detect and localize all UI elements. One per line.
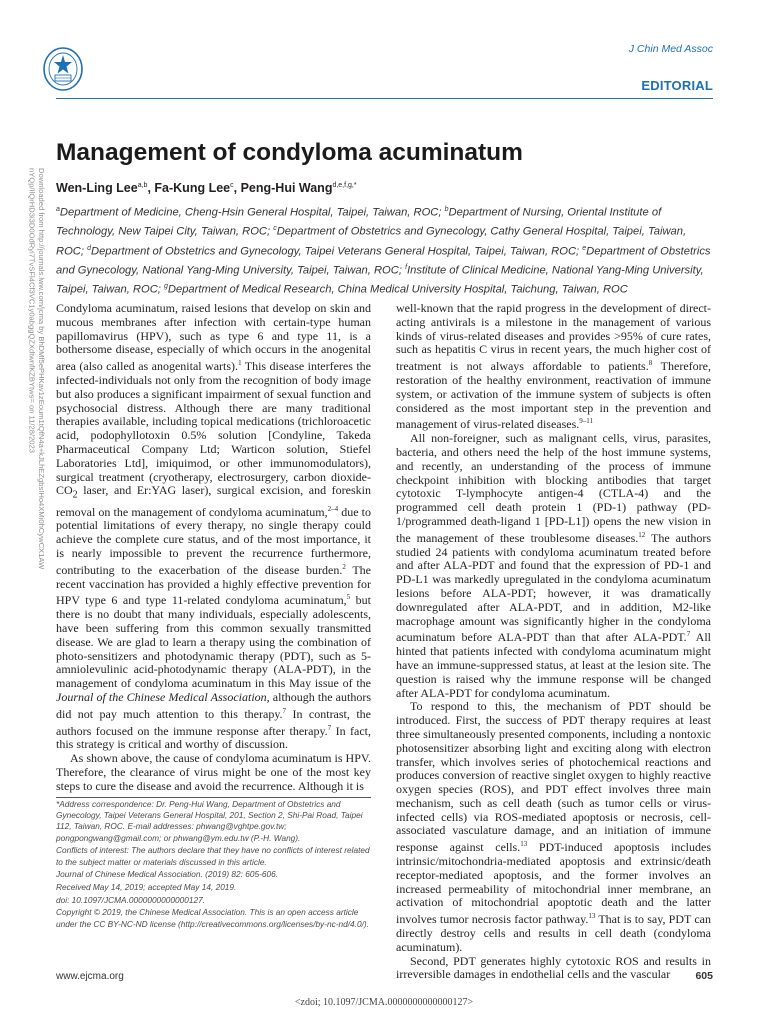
- page-number: 605: [695, 970, 713, 982]
- bottom-doi: <zdoi; 10.1097/JCMA.0000000000000127>: [294, 997, 474, 1008]
- body-text: but there is no doubt that many individuals, especially adolescents, have been suffering from this common sexually transmitted disease. We are glad to learn a therapy using the combination of photo-sensitizers and photodynamic therapy (PDT), such as 5-amniolevulinic acid-photodynamic therapy (ALA-PDT), in the management of condyloma acuminatum in this May issue of the: [56, 593, 371, 691]
- body-text: All hinted that patients infected with condyloma acuminatum might have an immune-suppressed status, at least at the lesion site. The question is raised why the immune response will be changed after ALA-PDT for condyloma acuminatum.: [396, 630, 712, 700]
- affiliation-text: Institute of Clinical Medicine, National Yang-Ming University, Taipei, Taiwan, ROC;: [56, 264, 704, 297]
- affiliation-text: Department of Obstetrics and Gynecology, National Yang-Ming University, Taipei, Taiwan, ROC;: [56, 245, 711, 277]
- watermark-line: nYQp/IlQrHD3i3D0OdRyi7TvSFl4Cf3VC1y0abggQZXdtwnfKZBYtws= on 11/28/2023: [27, 168, 37, 453]
- citation-ref: 13: [520, 840, 528, 849]
- affiliation-text: Department of Nursing, Oriental Institute of Technology, New Taipei City, Taiwan, ROC;: [56, 206, 662, 239]
- body-text: In contrast, the authors focused on the immune response after therapy.: [56, 706, 371, 738]
- correspondence-note: *Address correspondence: Dr. Peng-Hui Wang, Department of Obstetrics and Gynecology, Taipei Veterans General Hospital, 201, Section 2, Shi-Pai Road, Taipei 112, Taiwan, ROC. E-mail addresses: phwang@vghtpe.gov.tw; pongpongwang@gmail.com; or phwang@ym.edu.tw (P.-H. Wang).: [56, 799, 363, 843]
- citation-ref: 5: [346, 593, 351, 602]
- copyright-note: Copyright © 2019, the Chinese Medical Association. This is an open access article under the CC BY-NC-ND license (http://creativecommons.org/licenses/by-nc-nd/4.0/).: [56, 907, 369, 929]
- author-name: Peng-Hui Wang: [240, 181, 333, 195]
- affiliation-mark: c: [273, 225, 277, 233]
- watermark-line: Downloaded from http://journals.lww.com/jcma by BhDMf5ePHKav1zEoum1tQfN4a+kJLhEZgbsIHo4XMi0hCywCX1AW: [37, 168, 46, 570]
- journal-name-italic: Journal of the Chinese Medical Association: [56, 689, 267, 704]
- affiliation-text: Department of Medical Research, China Medical University Hospital, Taichung, Taiwan, ROC: [167, 284, 628, 297]
- body-paragraph: [396, 700, 711, 954]
- body-text: As shown above, the cause of condyloma acuminatum is HPV. Therefore, the clearance of virus might be one of the most key steps to cure the disease and avoid the recurrence. Although it is: [56, 751, 371, 793]
- citation-ref: 12: [638, 530, 646, 539]
- article-title: Management of condyloma acuminatum: [56, 139, 523, 166]
- body-text: Condyloma acuminatum, raised lesions that develop on skin and mucous membranes after infection with certain-type human papillomavirus (HPV), such as type 6 and type 11, is a bothersome disease, especially of which occurs in the anogenital area (also called as anogenital warts).: [56, 301, 371, 374]
- author-name: Wen-Ling Lee: [56, 181, 138, 195]
- citation-ref: 13: [588, 912, 596, 921]
- body-text: This disease interferes the infected-individuals not only from the recognition of body image but also produces a significant impairment of sexual function and psychosocial distress. Although there are many traditional therapies available, including topical medications (trichloroacetic acid, podophyllotoxin 0.5% solution [Condyline, Takeda Pharmaceutical Company Ltd; Warticon solution, Stiefel Laboratories Ltd], imiquimod, or other immunomodulators), surgical treatment (cryotherapy, electrosurgery, carbon dioxide-CO: [56, 359, 372, 498]
- body-paragraph: [396, 302, 711, 432]
- body-text: well-known that the rapid progress in the development of direct-acting antivirals is a milestone in the management of various kinds of virus-related diseases and provides >95% of cure rates, such as hepatitis C virus in recent years, the much higher cost of treatment is not always affordable to patients.: [396, 301, 711, 374]
- footnote-divider: [56, 797, 371, 798]
- body-text: laser, and Er:YAG laser), surgical excision, and foreskin removal on the management of condyloma acuminatum,: [56, 483, 371, 519]
- journal-seal-logo: [41, 44, 85, 94]
- body-text: The recent vaccination has provided a highly effective prevention for HPV type 6 and type 11-related condyloma acuminatum,: [56, 562, 371, 608]
- body-text: , although the authors did not pay much attention to this therapy.: [56, 689, 371, 721]
- affiliation-mark: e: [582, 244, 587, 252]
- body-text: due to potential limitations of every therapy, no single therapy could achieve the complete cure status, and of the most importance, it is nearly impossible to prevent the recurrence furthermore, contributing to the exacerbation of the disease burden.: [56, 504, 371, 577]
- footer-url-link[interactable]: www.ejcma.org: [56, 971, 124, 982]
- body-paragraph: [396, 955, 711, 983]
- affiliation-mark: d: [87, 244, 91, 252]
- body-paragraph: [56, 302, 371, 752]
- affiliation-text: Department of Obstetrics and Gynecology, Cathy General Hospital, Taipei, Taiwan, ROC;: [56, 226, 687, 258]
- citation-ref: 7: [686, 630, 691, 639]
- doi-note: doi: 10.1097/JCMA.0000000000000127.: [56, 894, 206, 905]
- footnotes: [56, 799, 371, 931]
- body-text: That is to say, PDT can directly destroy cells and results in cell death (condyloma acuminatum).: [396, 912, 711, 954]
- received-note: Received May 14, 2019; accepted May 14, 2019.: [56, 881, 237, 892]
- section-divider: [56, 98, 713, 99]
- body-text: The authors studied 24 patients with condyloma acuminatum treated before and after ALA-PDT and found that the expression of PD-1 and PD-L1 was markedly upregulated in the condyloma acuminatum lesions before ALA-PDT; however, it was dramatically downregulated after ALA-PDT, and in addition, M2-like macrophage amount was significantly higher in the condyloma acuminatum before ALA-PDT than that after ALA-PDT.: [396, 530, 712, 645]
- body-text: Second, PDT generates highly cytotoxic ROS and results in irreversible damages in endothelial cells and the vascular: [396, 953, 711, 982]
- affiliation-text: Department of Obstetrics and Gynecology, Taipei Veterans General Hospital, Taipei, Taiwan, ROC;: [90, 245, 583, 258]
- citation-ref: 2–4: [327, 504, 339, 513]
- download-watermark: [27, 168, 46, 848]
- affiliation-text: Department of Medicine, Cheng-Hsin General Hospital, Taipei, Taiwan, ROC;: [59, 206, 445, 219]
- author-affiliation-mark: c: [230, 181, 234, 189]
- body-column-left: [56, 302, 371, 793]
- author-affiliation-mark: a,b: [137, 181, 148, 189]
- affiliations: [56, 202, 716, 299]
- body-text: PDT-induced apoptosis includes intrinsic/mitochondria-mediated apoptosis and extrinsic/death receptor-mediated apoptosis, and the former involves an increased permeability of mitochondrial inner membrane, an activation of mitochondrial apoptotic death and the latter involves tumor necrosis factor pathway.: [396, 840, 712, 927]
- citation-ref: 7: [327, 723, 332, 732]
- citation-ref: 7: [282, 706, 287, 715]
- section-label: EDITORIAL: [641, 78, 713, 93]
- citation-ref: 1: [238, 359, 242, 368]
- conflicts-note: Conflicts of interest: The authors declare that they have no conflicts of interest related to the subject matter or materials discussed in this article.: [56, 845, 370, 867]
- affiliation-mark: f: [405, 263, 408, 271]
- citation-note: Journal of Chinese Medical Association. (2019) 82: 605-606.: [56, 869, 278, 880]
- affiliation-mark: a: [56, 206, 60, 213]
- author-affiliation-mark: d,e,f,g,*: [332, 181, 357, 189]
- journal-name: J Chin Med Assoc: [628, 43, 713, 55]
- citation-ref: 8: [648, 359, 653, 368]
- body-paragraph: [396, 432, 711, 700]
- affiliation-mark: b: [444, 206, 449, 213]
- author-name: Fa-Kung Lee: [154, 181, 231, 195]
- body-paragraph: [56, 752, 371, 793]
- subscript: 2: [72, 489, 78, 501]
- body-text: All non-foreigner, such as malignant cells, virus, parasites, bacteria, and others need the help of the host immune systems, and recently, an understanding of the process of immune checkpoint inhibition with blocking antibodies that target cytotoxic T-lymphocyte antigen-4 (CTLA-4) and the programmed cell death protein 1 (PD-1) pathway (PD-1/programmed death-ligand 1 [PD-L1]) opens the new vision in the management of these troublesome diseases.: [396, 431, 711, 545]
- body-text: Therefore, restoration of the healthy environment, reactivation of immune system, or activation of the immune system of subjects is often considered as the most important step in the prevention and management of virus-related diseases.: [396, 359, 711, 432]
- body-text: To respond to this, the mechanism of PDT should be introduced. First, the success of PDT therapy requires at least three simultaneously presented components, including a nontoxic photosensitizer absorbing light and exciting along with electron transfer, which involves series of photochemical reactions and produces conversion of reactive singlet oxygen to highly reactive oxygen species (ROS), and PDT effect involves three main mechanism, such as cell death (such as tumor cells or virus-infected cells) via ROS-mediated apoptosis or necrosis, cell-associated vasculature damage, and an initiation of immune response against cells.: [396, 699, 711, 855]
- body-text: In fact, this strategy is critical and worthy of discussion.: [56, 723, 371, 752]
- citation-ref: 2: [342, 562, 346, 571]
- body-column-right: [396, 302, 711, 982]
- author-list: Wen-Ling Lee$^{a,b}$, Fa-Kung Lee$^c$, Peng-Hui Wang$^{d,e,f,g,*}$: [56, 181, 357, 195]
- affiliation-mark: g: [164, 283, 168, 291]
- citation-ref: 9–11: [579, 417, 594, 426]
